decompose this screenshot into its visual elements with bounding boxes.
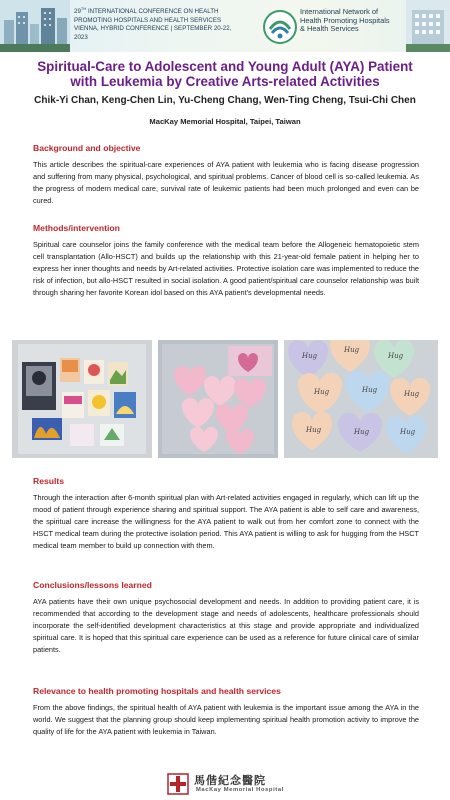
mackay-hospital-logo	[167, 773, 189, 795]
conclusions-text: AYA patients have their own unique psychosocial development and needs. In addition to providing patient care, it is recommended that according to the development stage and needs of adolescents, healthcare professionals should incorporate the self-identified development characteristics at this stage and provide appropriate and individualized spiritual care. It is hoped that this spiritual care experience can be used as a reference for future clinical care of similar patients.	[33, 597, 419, 655]
affiliation: MacKay Memorial Hospital, Taipei, Taiwan	[149, 117, 301, 126]
background-heading: Background and objective	[33, 143, 141, 153]
hug-card-label: Hug	[362, 386, 378, 394]
hug-card-label: Hug	[388, 352, 404, 360]
hug-card-label: Hug	[302, 352, 318, 360]
hug-card-label: Hug	[404, 390, 420, 398]
hph-network-logo	[262, 9, 298, 45]
poster-title: Spiritual-Care to Adolescent and Young Adult (AYA) Patient with Leukemia by Creative Arts-related Activities	[37, 59, 413, 89]
hug-card-label: Hug	[306, 426, 322, 434]
hospital-name-english: MacKay Memorial Hospital	[196, 787, 284, 793]
background-text: This article describes the spiritual-care experiences of AYA patient with leukemia who is facing disease progression and suffering from many physical, psychological, and spiritual problems. Cancer of blood cell is so-called leukemia. As the progress of modern medical care, survival rate of leukemic patients had been much prolonged and even can be cured.	[33, 160, 419, 206]
relevance-heading: Relevance to health promoting hospitals and health services	[33, 686, 281, 696]
photo-hug-hearts	[284, 340, 438, 458]
photo-heart-cards	[158, 340, 278, 458]
conference-header	[0, 0, 450, 52]
results-heading: Results	[33, 476, 65, 486]
city-skyline-graphic	[0, 0, 70, 52]
hug-card-label: Hug	[344, 346, 360, 354]
hug-card-label: Hug	[354, 428, 370, 436]
hospital-footer	[0, 772, 450, 798]
conclusions-heading: Conclusions/lessons learned	[33, 580, 152, 590]
relevance-text: From the above findings, the spiritual health of AYA patient with leukemia is the important issue among the AYA in the world. We suggest that the planning group should keep implementing spiritual health promotion activity to improve the quality of life for the AYA patient with leukemia in Taiwan.	[33, 703, 419, 737]
methods-text: Spiritual care counselor joins the family conference with the medical team before the Allogeneic hematopoietic stem cell transplantation (Allo-HSCT) and builds up the relationship with this 21-year-old female patient in helping her to express her inner thoughts and needs by Art-related activities. Protective isolation care was implemented to reduce the risk of infection, but allo-HSCT resulted in social isolation. A good patient/spiritual care counselor relationship was built through sharing her favorite Korean idol based on this AYA patient's developmental needs.	[33, 240, 419, 298]
author-list: Chik-Yi Chan, Keng-Chen Lin, Yu-Cheng Chang, Wen-Ting Cheng, Tsui-Chi Chen	[34, 95, 416, 106]
art-activity-photos	[12, 340, 438, 458]
hug-card-label: Hug	[400, 428, 416, 436]
hug-card-label: Hug	[314, 388, 330, 396]
photo-art-cards	[12, 340, 152, 458]
conference-info: 29TH INTERNATIONAL CONFERENCE ON HEALTH PROMOTING HOSPITALS AND HEALTH SERVICES VIENNA, HYBRID CONFERENCE | SEPTEMBER 20-22, 2023	[74, 6, 232, 41]
methods-heading: Methods/intervention	[33, 223, 120, 233]
hospital-building-graphic	[406, 0, 450, 52]
results-text: Through the interaction after 6-month spiritual plan with Art-related activities engaged in regularly, which can lift up the mood of patient through experience sharing and spiritual support. The AYA patient is able to self care and awareness, the spiritual care increase the willingness for the AYA patient to walk out from her comfort zone to connect with the HSCT medical team during the protective isolation period. This AYA patient is willing to ask for hugging from the HSCT medical team member to build up connection with them.	[33, 493, 419, 551]
hospital-name-chinese: 馬偕紀念醫院	[194, 774, 266, 787]
network-name: International Network of Health Promoting Hospitals & Health Services	[300, 7, 390, 34]
